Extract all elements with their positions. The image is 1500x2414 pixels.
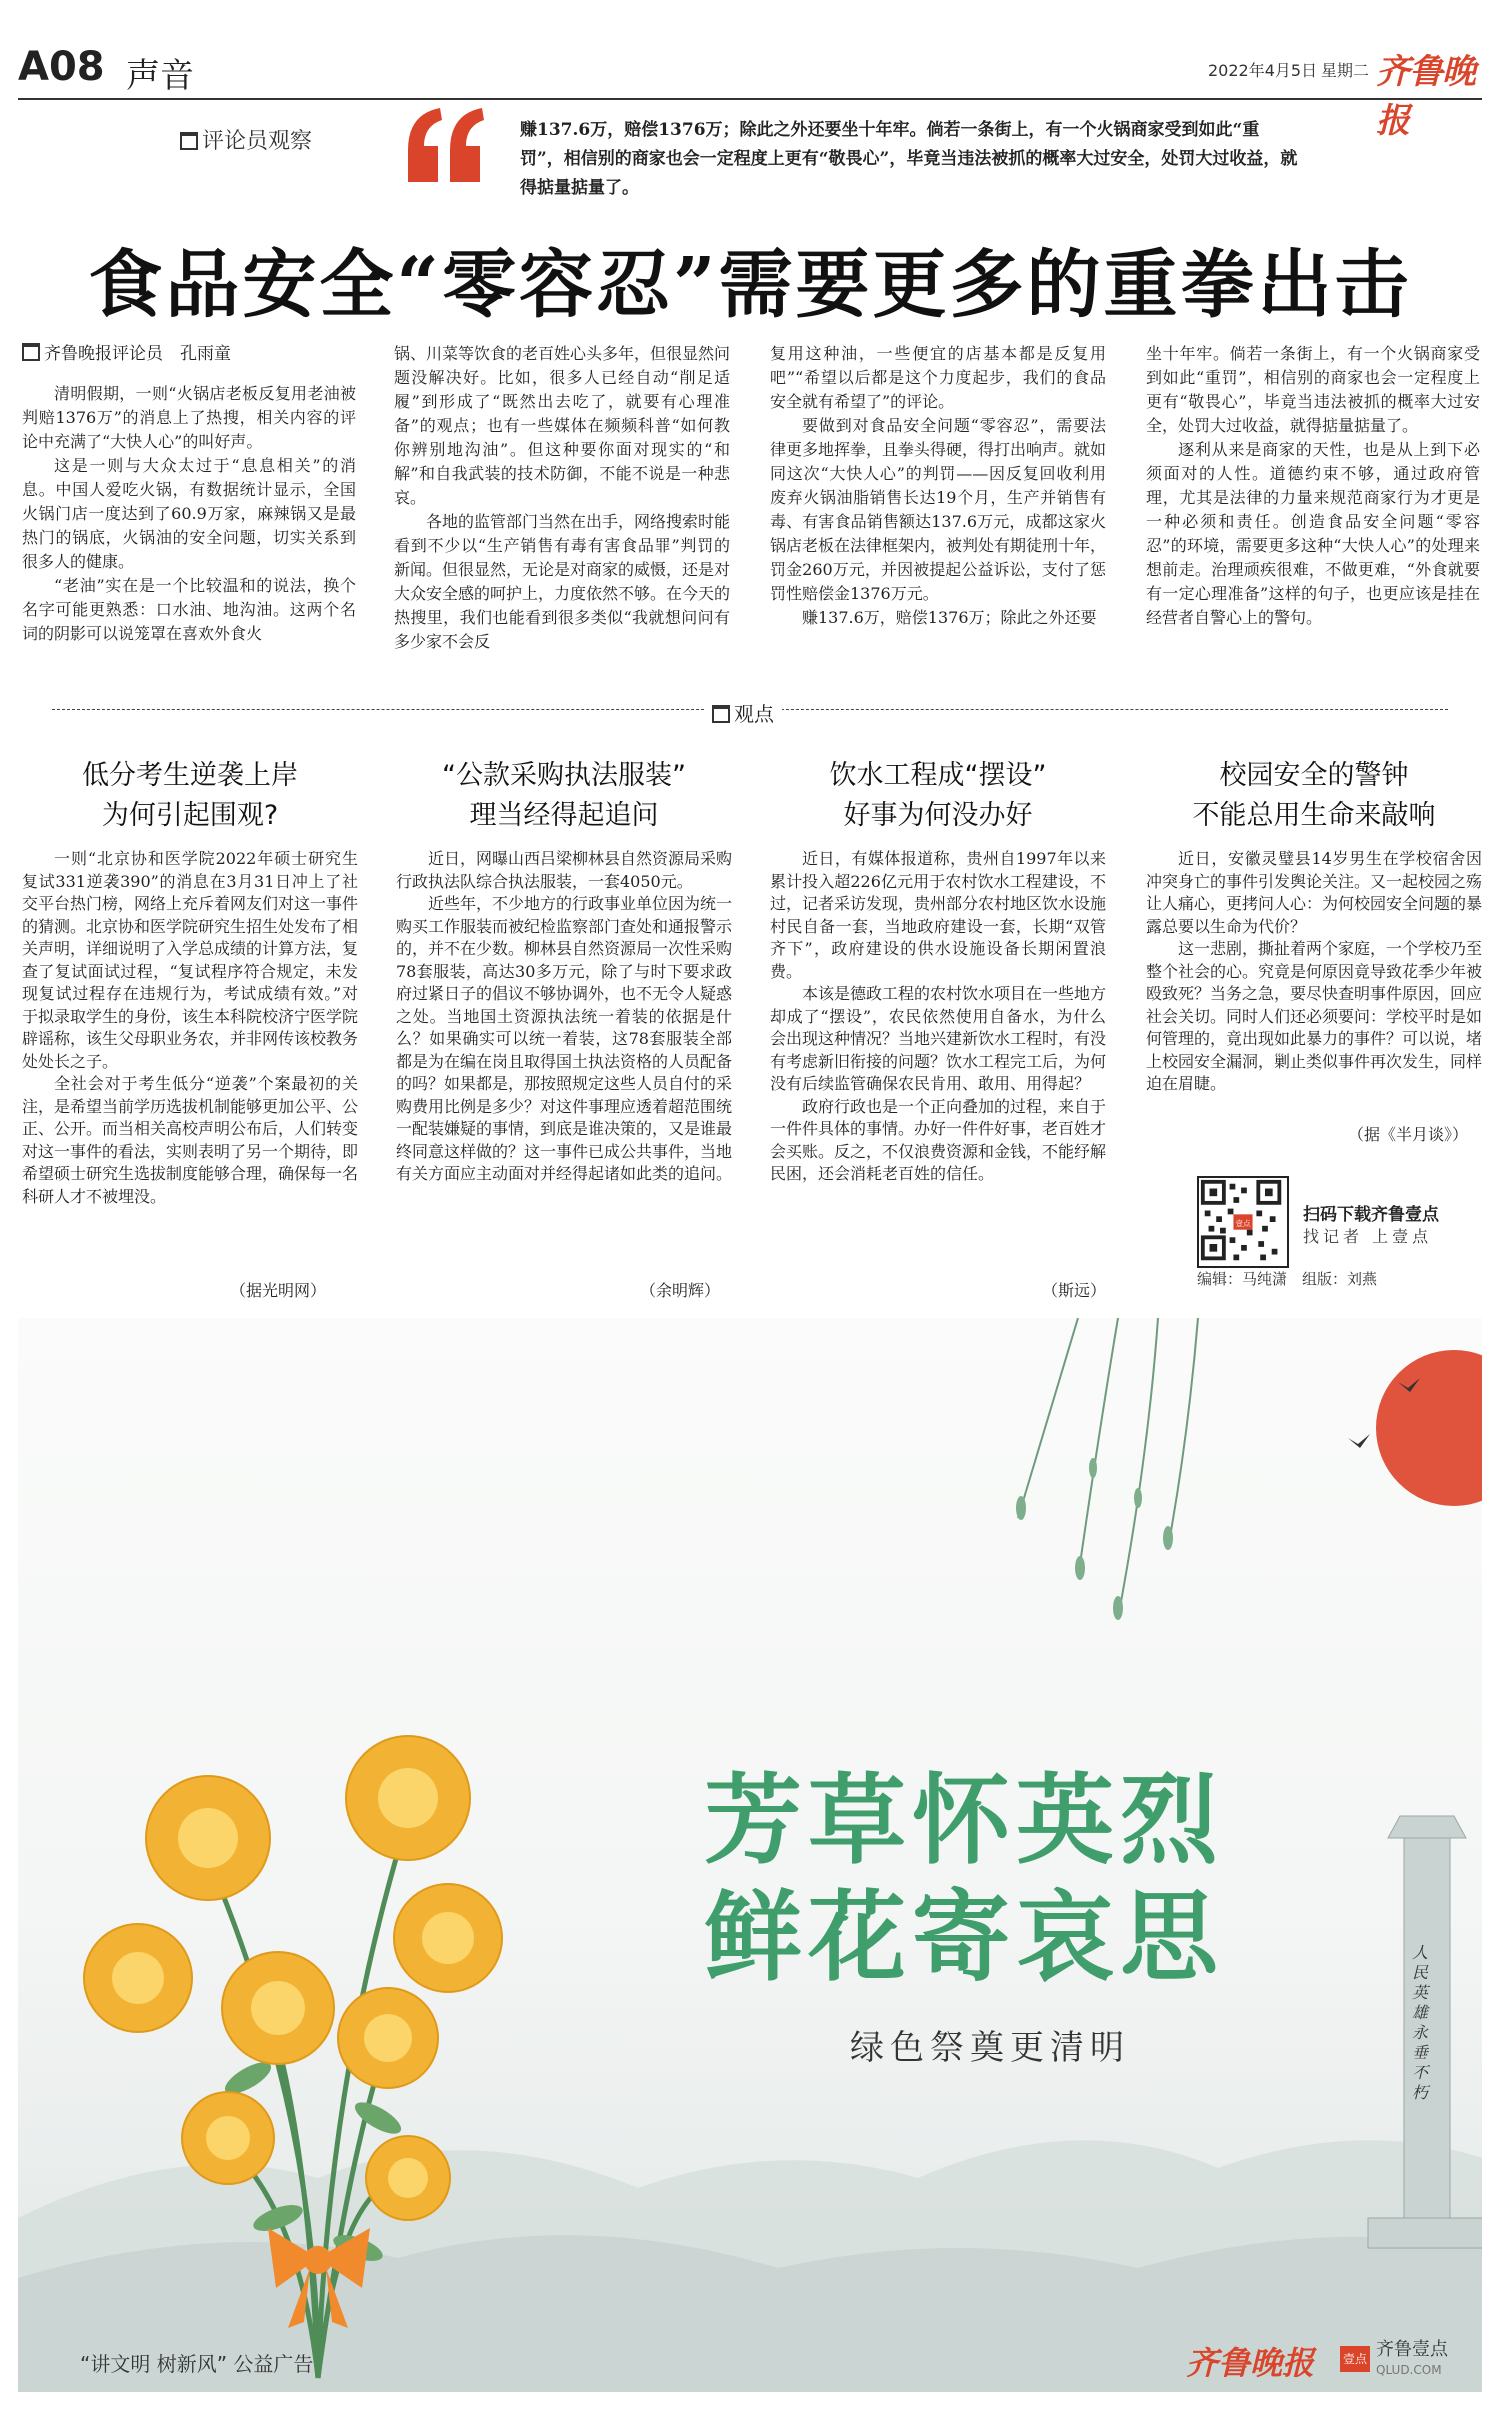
box-icon (712, 705, 730, 723)
opinion-title-1: 低分考生逆袭上岸 为何引起围观? (82, 760, 298, 831)
paragraph: 全社会对于考生低分“逆袭”个案最初的关注，是希望当前学历选拔机制能够更加公平、公正、公开。而当相关高校声明公布后，人们转变对这一事件的看法，实则表明了另一个期待，即希望硕士研究生选拔制度能够合理，确保每一名科研人才不被埋没。 (22, 1074, 358, 1206)
paragraph: 一则“北京协和医学院2022年硕士研究生复试331逆袭390”的消息在3月31日冲上了社交平台热门榜，网络上充斥着网友们对这一事件的猜测。北京协和医学院研究生招生处发布了相关声明，详细说明了入学总成绩的计算方法，复查了复试面试过程，“复试程序符合规定，未发现复试过程存在违规行为，考试成绩有效。”对于拟录取学生的身份，该生本科院校济宁医学院辟谣称，该生父母职业务农，并非网传该校教务处处长之子。 (22, 849, 358, 1071)
paragraph: 清明假期，一则“火锅店老板反复用老油被判赔1376万”的消息上了热搜，相关内容的评论中充满了“大快人心”的叫好声。 (22, 384, 356, 451)
lead-column-4 (1146, 342, 1480, 658)
editor-credits: 编辑：马纯潇 组版：刘燕 (1197, 1270, 1378, 1288)
qr-code[interactable] (1197, 1176, 1289, 1268)
paragraph: 这是一则与大众太过于“息息相关”的消息。中国人爱吃火锅，有数据统计显示，全国火锅门店一度达到了60.9万家，麻辣锅又是最热门的锅底，火锅油的安全问题，切实关系到很多人的健康。 (22, 456, 356, 571)
issue-weekday: 星期二 (1321, 61, 1370, 80)
newspaper-logo: 齐鲁晚报 (1376, 52, 1475, 141)
issue-date: 2022年4月5日 (1208, 61, 1318, 80)
qr-subcaption: 找记者 上壹点 (1303, 1227, 1433, 1246)
paragraph: 复用这种油，一些便宜的店基本都是反复用吧”“希望以后都是这个力度起步，我们的食品安全就有希望了”的评论。 (770, 344, 1106, 411)
svg-text:壹点: 壹点 (1235, 1218, 1251, 1228)
ad-title-line-2: 鲜花寄哀思 (704, 1880, 1225, 1995)
paragraph: 逐利从来是商家的天性，也是从上到下必须面对的人性。道德约束不够，通过政府管理，尤其是法律的力量来规范商家行为才更是一种必须和责任。创造食品安全问题“零容忍”的环境，需要更多这种“大快人心”的处理来想前走。治理顽疾很难，不做更难，“外食就要有一定心理准备”这样的句子，也更应该是挂在经营者自警心上的警句。 (1146, 440, 1480, 627)
ad-brand-logo: 齐鲁晚报 (1186, 2344, 1315, 2382)
qr-caption: 扫码下载齐鲁壹点 (1303, 1205, 1439, 1225)
box-icon (22, 343, 40, 361)
opinion-title-2: “公款采购执法服装” 理当经得起追问 (442, 760, 686, 831)
paragraph: 锅、川菜等饮食的老百姓心头多年，但很显然问题没解决好。比如，很多人已经自动“削足适履”到形成了“既然出去吃了，就要有心理准备”的观点；也有一些媒体在频频科普“如何教你辨别地沟油”。但这种要你面对现实的“和解”和自我武装的技术防御，不能不说是一种悲哀。 (394, 344, 730, 507)
opinion-source-2: （余明辉） (640, 1281, 721, 1300)
paragraph: 各地的监管部门当然在出手，网络搜索时能看到不少以“生产销售有毒有害食品罪”判罚的新闻。但很显然，无论是对商家的威慑，还是对大众安全感的呵护上，力度依然不够。在今天的热搜里，我们也能看到很多类似“我就想问问有多少家不会反 (394, 512, 730, 651)
public-service-ad (18, 1318, 1482, 2392)
monument-inscription: 人民英雄永垂不朽 (1412, 1943, 1429, 2102)
paragraph: 近日，有媒体报道称，贵州自1997年以来累计投入超226亿元用于农村饮水工程建设，不过，记者采访发现，贵州部分农村地区饮水设施村民自备一套，当地政府建设一套，长期“双管齐下”，政府建设的供水设施设备长期闲置浪费。 (770, 849, 1106, 981)
paragraph: 这一悲剧，撕扯着两个家庭，一个学校乃至整个社会的心。究竟是何原因竟导致花季少年被殴致死？当务之急，要尽快查明事件原因，回应社会关切。同时人们还必须要问：学校平时是如何管理的，竟出现如此暴力的事件？可以说，堵上校园安全漏洞，剿止类似事件再次发生，同样迫在眉睫。 (1146, 939, 1482, 1093)
opinion-body-3 (770, 848, 1106, 1278)
lead-column-2 (394, 342, 730, 658)
lead-column-1 (22, 342, 356, 658)
quote-mark-icon (400, 100, 488, 190)
main-headline: 食品安全“零容忍”需要更多的重拳出击 (88, 242, 1412, 328)
paragraph: “老油”实在是一个比较温和的说法，换个名字可能更熟悉：口水油、地沟油。这两个名词的阴影可以说笼罩在喜欢外食火 (22, 576, 356, 643)
willow-icon (1018, 1318, 1198, 1618)
swallow-icon (1348, 1434, 1370, 1448)
paragraph: 近些年，不少地方的行政事业单位因为统一购买工作服装而被纪检监察部门查处和通报警示的，并不在少数。柳林县自然资源局一次性采购78套服装，高达30多万元，除了与时下要求政府过紧日子的倡议不够协调外，也不无令人疑惑之处。当地国土资源执法统一着装的依据是什么？如果确实可以统一着装，这78套服装全部都是为在编在岗且取得国土执法资格的人员配备的吗？如果都是，那按照规定这些人员自付的采购费用比例是多少？对这件事理应透着超范围统一配装嫌疑的事情，到底是谁决策的，又是谁最终同意这样做的？这一事件已成公共事件，当地有关方面应主动面对并经得起诸如此类的追问。 (396, 894, 732, 1183)
opinion-title-4: 校园安全的警钟 不能总用生命来敲响 (1192, 760, 1436, 831)
opinion-source-4: （据《半月谈》） (1348, 1125, 1469, 1144)
column-label: 评论员观察 (180, 124, 312, 155)
paragraph: 政府行政也是一个正向叠加的过程，来自于一件件具体的事情。办好一件件好事，老百姓才会买账。反之，不仅浪费资源和金钱，不能纾解民困，还会消耗老百姓的信任。 (770, 1096, 1106, 1183)
opinion-body-4 (1146, 848, 1482, 1118)
sun-icon (1376, 1350, 1482, 1506)
opinion-label: 观点 (704, 698, 782, 727)
ad-title-line-1: 芳草怀英烈 (704, 1763, 1225, 1878)
box-icon (180, 132, 198, 150)
opinion-source-3: （斯远） (1042, 1281, 1107, 1300)
pull-quote: 赚137.6万，赔偿1376万；除此之外还要坐十年牢。倘若一条街上，有一个火锅商家受到如此“重罚”，相信别的商家也会一定程度上更有“敬畏心”，毕竟当违法被抓的概率大过安全，处罚大过收益，就得掂量掂量了。 (520, 120, 1298, 198)
byline: 齐鲁晚报评论员 孔雨童 (22, 342, 356, 366)
opinion-title-3: 饮水工程成“摆设” 好事为何没办好 (829, 760, 1047, 831)
section-name: 声音 (126, 56, 194, 96)
page-number: A08 (18, 44, 105, 90)
paragraph: 近日，安徽灵璧县14岁男生在学校宿舍因冲突身亡的事件引发舆论关注。又一起校园之殇让人痛心，更拷问人心：为何校园安全问题的暴露总要以生命为代价？ (1146, 849, 1482, 936)
ad-footer: “讲文明 树新风” 公益广告 (80, 2352, 314, 2376)
paragraph: 近日，网曝山西吕梁柳林县自然资源局采购行政执法队综合执法服装，一套4050元。 (396, 849, 732, 891)
app-badge-icon: 壹点 (1340, 2346, 1370, 2372)
opinion-body-2 (396, 848, 732, 1278)
lead-column-3 (770, 342, 1106, 658)
ad-subtitle: 绿色祭奠更清明 (850, 2028, 1130, 2068)
paragraph: 坐十年牢。倘若一条街上，有一个火锅商家受到如此“重罚”，相信别的商家也会一定程度上更有“敬畏心”，毕竟当违法被抓的概率大过安全，处罚大过收益，就得掂量掂量了。 (1146, 344, 1480, 435)
page-header (18, 40, 1482, 141)
app-name: 齐鲁壹点 QLUD.COM (1376, 2339, 1448, 2377)
paragraph: 本该是德政工程的农村饮水项目在一些地方却成了“摆设”，农民依然使用自备水，为什么会出现这种情况？当地兴建新饮水工程时，有没有考虑新旧衔接的问题？饮水工程完工后，为何没有后续监管确保农民肯用、敢用、用得起？ (770, 984, 1106, 1093)
opinion-body-1 (22, 848, 358, 1278)
paragraph: 赚137.6万，赔偿1376万；除此之外还要 (802, 608, 1097, 627)
opinion-source-1: （据光明网） (230, 1281, 327, 1300)
paragraph: 要做到对食品安全问题“零容忍”，需要法律更多地挥拳，且拳头得硬，得打出响声。就如同这次“大快人心”的判罚——因反复回收利用废弃火锅油脂销售长达19个月，生产并销售有毒、有害食品销售额达137.6万元，成都这家火锅店老板在法律框架内，被判处有期徒刑十年，罚金260万元，并因被提起公益诉讼，支付了惩罚性赔偿金1376万元。 (770, 416, 1106, 603)
